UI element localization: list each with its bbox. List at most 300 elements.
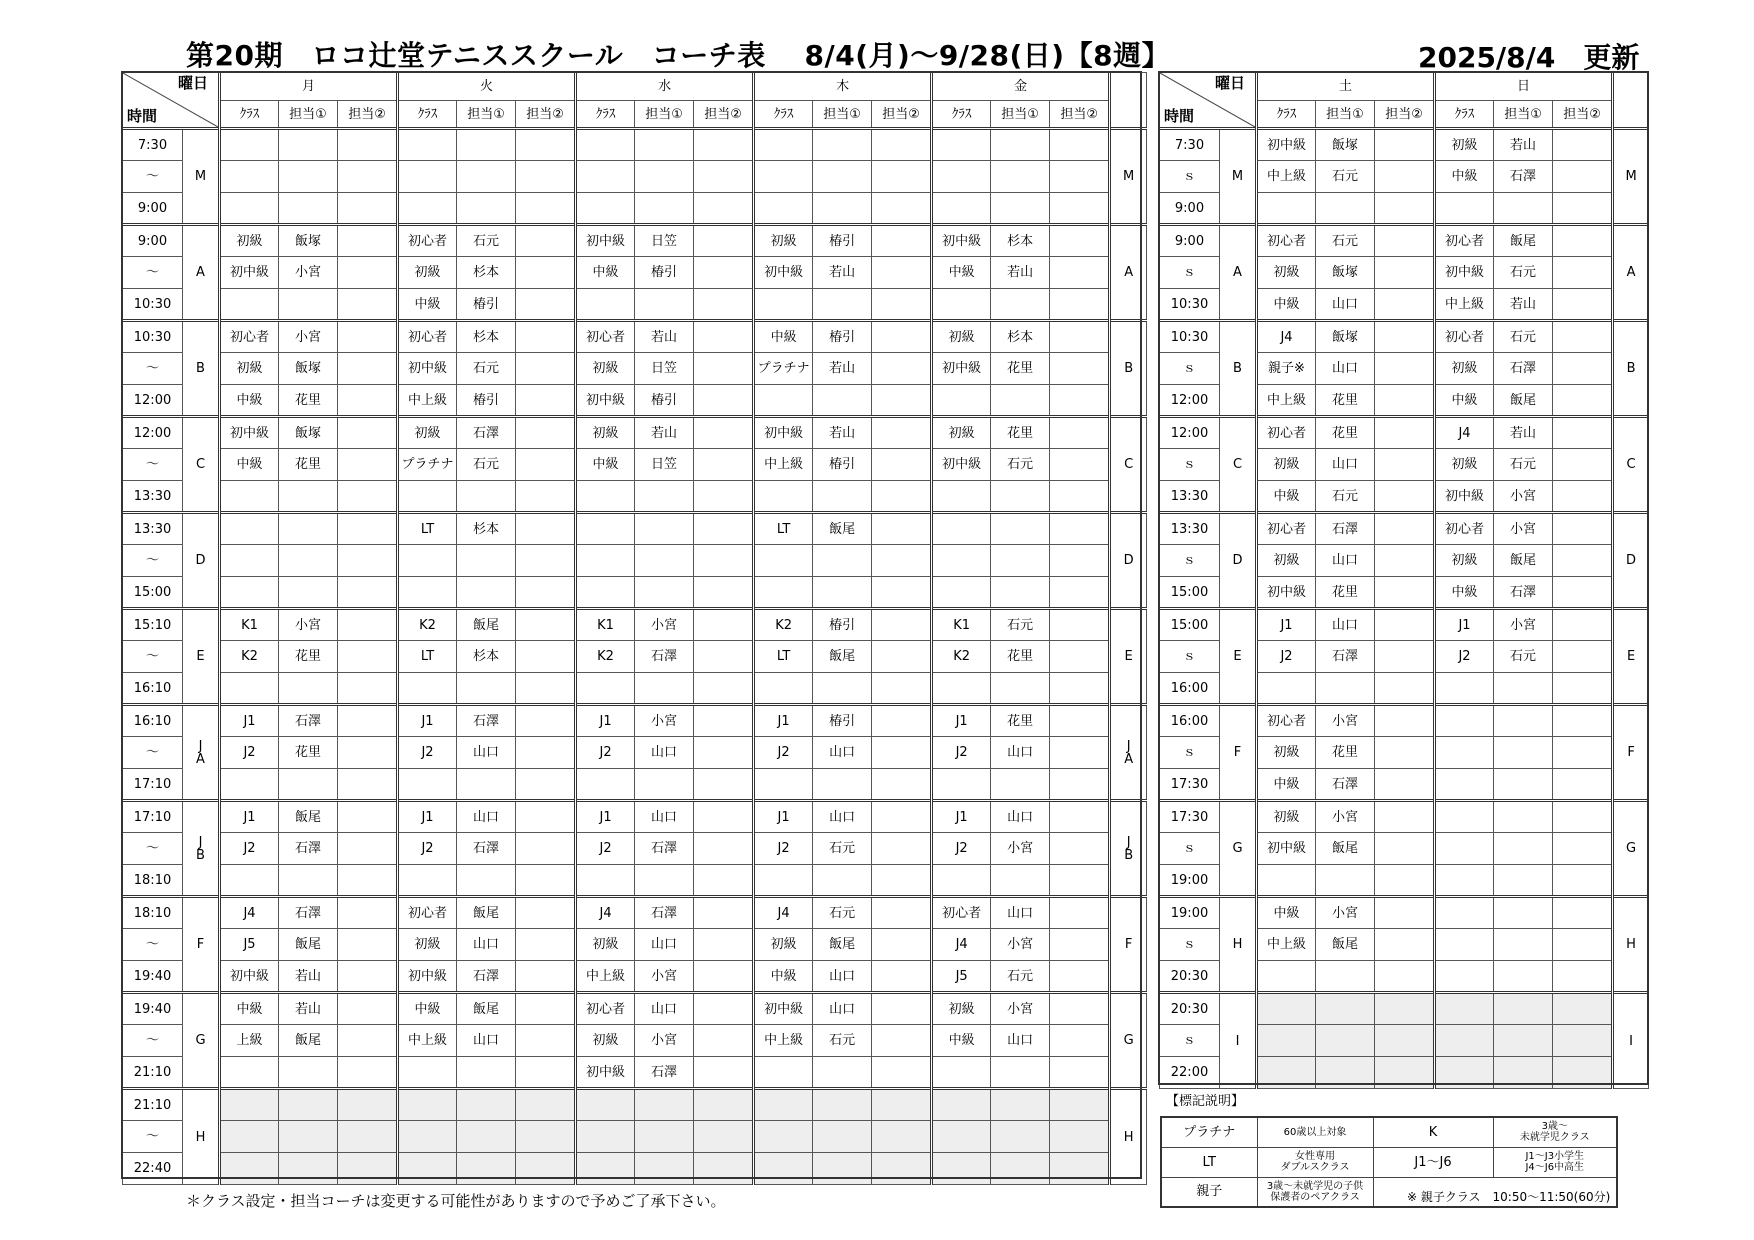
class-cell — [220, 865, 279, 897]
class-cell: 初級 — [1435, 545, 1494, 577]
coach1-cell: 小宮 — [279, 609, 338, 641]
class-cell — [576, 513, 635, 545]
coach2-cell — [694, 193, 754, 225]
class-cell: 初級 — [932, 321, 991, 353]
coach1-cell — [1494, 865, 1553, 897]
coach1-cell — [813, 1057, 872, 1089]
coach2-cell — [338, 865, 398, 897]
coach1-cell: 山口 — [635, 801, 694, 833]
coach1-cell — [991, 577, 1050, 609]
coach2-cell — [1375, 929, 1435, 961]
slot-code: E — [1110, 609, 1147, 705]
class-cell: 初心者 — [932, 897, 991, 929]
coach1-cell: 飯塚 — [279, 353, 338, 385]
class-cell — [220, 1057, 279, 1089]
class-cell: 初級 — [1257, 257, 1316, 289]
class-cell: 初級 — [1257, 801, 1316, 833]
coach1-cell — [813, 129, 872, 161]
class-cell — [1257, 993, 1316, 1025]
coach2-cell — [516, 1089, 576, 1121]
coach2-cell — [1553, 161, 1613, 193]
slot-tilde: ～ — [123, 257, 183, 289]
coach2-cell — [338, 1025, 398, 1057]
coach1-cell: 石澤 — [457, 417, 516, 449]
class-cell: J2 — [1435, 641, 1494, 673]
class-cell — [220, 1153, 279, 1185]
slot-code: I — [1220, 993, 1257, 1089]
class-cell — [576, 1153, 635, 1185]
slot-code: D — [1613, 513, 1649, 609]
coach2-cell — [1050, 705, 1110, 737]
coach1-cell: 椿引 — [635, 385, 694, 417]
coach1-cell: 石澤 — [1494, 161, 1553, 193]
coach2-cell — [872, 705, 932, 737]
coach2-cell — [694, 385, 754, 417]
coach1-cell: 山口 — [991, 1025, 1050, 1057]
class-cell: 初中級 — [398, 353, 457, 385]
coach1-cell: 石澤 — [1316, 769, 1375, 801]
coach1-cell — [279, 193, 338, 225]
class-cell — [1435, 705, 1494, 737]
class-cell: J1 — [220, 801, 279, 833]
coach2-cell — [1375, 321, 1435, 353]
coach2-cell — [694, 225, 754, 257]
slot-end-time: 12:00 — [1160, 385, 1220, 417]
class-cell — [754, 1153, 813, 1185]
coach1-cell: 花里 — [991, 641, 1050, 673]
class-cell: 初級 — [398, 929, 457, 961]
class-cell — [1435, 193, 1494, 225]
coach2-cell — [338, 609, 398, 641]
slot-tilde: ～ — [123, 929, 183, 961]
class-cell: 初中級 — [932, 353, 991, 385]
coach1-cell: 日笠 — [635, 449, 694, 481]
coach1-cell: 石澤 — [457, 961, 516, 993]
class-cell: LT — [754, 641, 813, 673]
slot-start-time: 21:10 — [123, 1089, 183, 1121]
class-cell: 初心者 — [1257, 225, 1316, 257]
coach1-cell: 花里 — [1316, 577, 1375, 609]
coach1-cell: 小宮 — [1316, 801, 1375, 833]
coach2-cell — [872, 577, 932, 609]
slot-end-time: 15:00 — [123, 577, 183, 609]
coach2-cell — [1050, 353, 1110, 385]
slot-code: G — [183, 993, 220, 1089]
coach2-cell — [694, 481, 754, 513]
class-cell — [754, 673, 813, 705]
class-cell: 初級 — [398, 417, 457, 449]
coach2-cell — [694, 1057, 754, 1089]
class-cell — [754, 865, 813, 897]
coach1-cell: 石澤 — [1316, 641, 1375, 673]
class-cell: 上級 — [220, 1025, 279, 1057]
class-cell — [1435, 737, 1494, 769]
coach1-cell — [991, 513, 1050, 545]
coach1-cell: 石澤 — [457, 705, 516, 737]
slot-tilde: ～ — [123, 833, 183, 865]
update-date: 2025/8/4 更新 — [1418, 41, 1640, 74]
coach1-cell — [635, 1089, 694, 1121]
coach2-cell — [1553, 353, 1613, 385]
coach1-cell — [813, 481, 872, 513]
slot-start-time: 9:00 — [123, 225, 183, 257]
class-cell: 中上級 — [1257, 385, 1316, 417]
coach1-cell: 花里 — [279, 737, 338, 769]
coach1-cell — [1494, 833, 1553, 865]
coach2-cell — [1553, 257, 1613, 289]
class-cell: 中級 — [754, 961, 813, 993]
coach2-cell — [872, 737, 932, 769]
class-cell: K2 — [754, 609, 813, 641]
class-cell: 中上級 — [576, 961, 635, 993]
coach2-cell — [872, 449, 932, 481]
coach2-cell — [872, 129, 932, 161]
coach2-cell — [1553, 609, 1613, 641]
coach2-col-header: 担当② — [1050, 101, 1110, 129]
coach2-cell — [1553, 737, 1613, 769]
coach1-cell: 飯尾 — [1494, 225, 1553, 257]
coach1-cell — [457, 1153, 516, 1185]
coach1-cell: 若山 — [813, 417, 872, 449]
class-cell: 初中級 — [1257, 833, 1316, 865]
coach2-cell — [1050, 1057, 1110, 1089]
class-cell — [1257, 1025, 1316, 1057]
coach1-cell: 山口 — [991, 897, 1050, 929]
coach2-cell — [516, 1057, 576, 1089]
coach2-cell — [872, 609, 932, 641]
class-cell: 中級 — [754, 321, 813, 353]
coach2-cell — [1553, 801, 1613, 833]
coach1-cell — [991, 1057, 1050, 1089]
coach2-cell — [1050, 513, 1110, 545]
slot-tilde: ｓ — [1160, 257, 1220, 289]
coach1-cell — [635, 513, 694, 545]
coach1-cell: 若山 — [279, 993, 338, 1025]
class-cell: 初級 — [1435, 129, 1494, 161]
coach1-cell: 飯尾 — [813, 929, 872, 961]
coach2-cell — [516, 737, 576, 769]
coach1-cell — [813, 769, 872, 801]
coach1-cell: 椿引 — [813, 321, 872, 353]
class-cell: 初心者 — [576, 993, 635, 1025]
coach2-cell — [516, 289, 576, 321]
class-cell: J1 — [576, 801, 635, 833]
coach1-cell: 飯尾 — [279, 929, 338, 961]
slot-code: F — [1220, 705, 1257, 801]
coach2-cell — [1375, 705, 1435, 737]
coach2-cell — [872, 545, 932, 577]
coach1-cell — [457, 769, 516, 801]
slot-start-time: 16:00 — [1160, 705, 1220, 737]
class-cell: 中級 — [220, 385, 279, 417]
class-cell: K1 — [576, 609, 635, 641]
coach1-cell — [457, 1121, 516, 1153]
coach2-cell — [872, 1089, 932, 1121]
coach1-cell — [813, 193, 872, 225]
slot-tilde: ～ — [123, 449, 183, 481]
slot-code: B — [183, 321, 220, 417]
coach1-col-header: 担当① — [635, 101, 694, 129]
slot-end-time: 22:40 — [123, 1153, 183, 1185]
coach1-cell: 石澤 — [635, 1057, 694, 1089]
coach1-cell — [457, 193, 516, 225]
class-cell: 初中級 — [932, 225, 991, 257]
slot-code: E — [1220, 609, 1257, 705]
coach1-cell: 小宮 — [635, 961, 694, 993]
coach1-cell: 石元 — [1494, 257, 1553, 289]
day-header: 金 — [932, 73, 1110, 101]
coach2-cell — [1553, 769, 1613, 801]
coach2-cell — [516, 193, 576, 225]
slot-end-time: 15:00 — [1160, 577, 1220, 609]
coach2-cell — [1050, 321, 1110, 353]
slot-code: A — [1613, 225, 1649, 321]
class-cell: 初級 — [754, 225, 813, 257]
coach2-cell — [338, 417, 398, 449]
class-cell — [754, 289, 813, 321]
header-corner — [123, 73, 220, 129]
coach2-col-header: 担当② — [1375, 101, 1435, 129]
class-cell — [1257, 1057, 1316, 1089]
coach2-cell — [1050, 1025, 1110, 1057]
class-cell: J1 — [576, 705, 635, 737]
coach1-cell — [279, 1121, 338, 1153]
class-cell — [932, 193, 991, 225]
coach2-cell — [1050, 865, 1110, 897]
legend-value: J1～J3小学生 J4～J6中高生 — [1493, 1147, 1617, 1177]
class-cell: 初級 — [754, 929, 813, 961]
coach1-cell: 小宮 — [1494, 513, 1553, 545]
coach1-cell: 小宮 — [635, 1025, 694, 1057]
coach1-cell — [1494, 801, 1553, 833]
coach2-cell — [1050, 1121, 1110, 1153]
class-cell: J1 — [754, 705, 813, 737]
class-cell — [754, 769, 813, 801]
class-cell: 初心者 — [1257, 705, 1316, 737]
class-cell: K2 — [398, 609, 457, 641]
coach1-cell — [1494, 193, 1553, 225]
coach2-cell — [872, 385, 932, 417]
coach1-cell: 花里 — [991, 417, 1050, 449]
coach1-cell: 山口 — [635, 737, 694, 769]
coach1-cell — [1316, 1057, 1375, 1089]
coach1-cell — [635, 545, 694, 577]
coach1-cell — [991, 161, 1050, 193]
coach1-cell: 山口 — [1316, 289, 1375, 321]
class-cell: 中級 — [1435, 577, 1494, 609]
coach1-cell — [635, 161, 694, 193]
coach1-cell — [1316, 993, 1375, 1025]
coach1-cell: 小宮 — [1494, 481, 1553, 513]
coach1-cell: 杉本 — [991, 321, 1050, 353]
slot-start-time: 7:30 — [1160, 129, 1220, 161]
slot-code: D — [1220, 513, 1257, 609]
coach1-cell: 石元 — [457, 225, 516, 257]
class-cell — [576, 481, 635, 513]
class-cell — [398, 1089, 457, 1121]
coach1-cell: 石澤 — [1494, 353, 1553, 385]
coach1-cell — [813, 577, 872, 609]
slot-start-time: 18:10 — [123, 897, 183, 929]
slot-end-time: 21:10 — [123, 1057, 183, 1089]
class-cell — [1257, 961, 1316, 993]
coach2-cell — [694, 129, 754, 161]
coach2-cell — [872, 929, 932, 961]
coach2-cell — [338, 513, 398, 545]
class-cell: 初級 — [576, 417, 635, 449]
coach1-cell — [279, 577, 338, 609]
coach1-cell: 若山 — [635, 321, 694, 353]
legend-key: J1～J6 — [1373, 1147, 1493, 1177]
coach2-cell — [338, 801, 398, 833]
coach1-cell — [1494, 673, 1553, 705]
class-cell: 中級 — [1257, 289, 1316, 321]
slot-code: D — [1110, 513, 1147, 609]
class-cell: J1 — [932, 801, 991, 833]
coach2-cell — [1375, 769, 1435, 801]
class-cell — [220, 481, 279, 513]
coach2-cell — [694, 737, 754, 769]
coach1-cell — [1316, 673, 1375, 705]
class-cell: 親子※ — [1257, 353, 1316, 385]
coach2-cell — [1553, 577, 1613, 609]
coach2-cell — [872, 289, 932, 321]
coach2-cell — [516, 609, 576, 641]
class-cell: J2 — [754, 737, 813, 769]
coach2-cell — [694, 897, 754, 929]
class-cell — [398, 769, 457, 801]
coach2-cell — [872, 1057, 932, 1089]
class-cell — [754, 161, 813, 193]
coach1-cell: 椿引 — [813, 705, 872, 737]
coach1-cell — [991, 673, 1050, 705]
coach2-cell — [516, 801, 576, 833]
class-col-header: ｸﾗｽ — [754, 101, 813, 129]
class-cell — [576, 673, 635, 705]
coach2-cell — [1553, 193, 1613, 225]
class-cell: 初中級 — [1435, 257, 1494, 289]
class-cell: J1 — [1435, 609, 1494, 641]
class-cell: J5 — [932, 961, 991, 993]
coach1-cell: 小宮 — [1316, 897, 1375, 929]
coach2-cell — [338, 705, 398, 737]
class-cell: 中級 — [220, 993, 279, 1025]
coach2-cell — [516, 865, 576, 897]
coach1-cell: 石澤 — [635, 897, 694, 929]
coach1-cell: 飯塚 — [1316, 321, 1375, 353]
coach1-cell — [813, 1089, 872, 1121]
slot-code: E — [1613, 609, 1649, 705]
coach1-cell: 杉本 — [457, 641, 516, 673]
class-cell: K2 — [220, 641, 279, 673]
slot-end-time: 22:00 — [1160, 1057, 1220, 1089]
class-cell: 中上級 — [754, 449, 813, 481]
class-cell — [754, 1057, 813, 1089]
slot-code: J B — [183, 801, 220, 897]
coach2-cell — [872, 897, 932, 929]
coach1-col-header: 担当① — [457, 101, 516, 129]
slot-start-time: 9:00 — [1160, 225, 1220, 257]
coach2-cell — [1375, 225, 1435, 257]
coach2-cell — [1553, 1057, 1613, 1089]
coach1-cell: 花里 — [1316, 385, 1375, 417]
coach1-cell: 椿引 — [813, 449, 872, 481]
coach2-cell — [1050, 545, 1110, 577]
coach2-cell — [1050, 1153, 1110, 1185]
slot-code: G — [1613, 801, 1649, 897]
coach2-cell — [872, 257, 932, 289]
class-cell: 初級 — [1435, 449, 1494, 481]
coach2-cell — [516, 1153, 576, 1185]
class-cell — [932, 545, 991, 577]
coach2-cell — [516, 385, 576, 417]
coach2-cell — [1050, 993, 1110, 1025]
coach1-cell: 飯尾 — [279, 1025, 338, 1057]
coach2-cell — [694, 513, 754, 545]
coach2-cell — [872, 993, 932, 1025]
class-cell: J2 — [220, 833, 279, 865]
slot-tilde: ～ — [123, 737, 183, 769]
coach1-cell: 石澤 — [635, 833, 694, 865]
slot-code: M — [1220, 129, 1257, 225]
slot-code: B — [1110, 321, 1147, 417]
coach1-cell: 石元 — [457, 449, 516, 481]
coach1-cell: 山口 — [813, 961, 872, 993]
coach1-cell — [635, 673, 694, 705]
coach1-cell — [813, 1121, 872, 1153]
class-cell: 初中級 — [220, 257, 279, 289]
coach1-cell: 小宮 — [1316, 705, 1375, 737]
class-cell: J2 — [398, 833, 457, 865]
coach1-cell — [279, 769, 338, 801]
coach2-cell — [338, 833, 398, 865]
class-cell — [576, 161, 635, 193]
slot-start-time: 10:30 — [123, 321, 183, 353]
legend-value: 3歳～未就学児の子供 保護者のペアクラス — [1257, 1177, 1373, 1207]
coach2-cell — [516, 161, 576, 193]
class-cell: LT — [398, 513, 457, 545]
row-code-header — [1110, 73, 1147, 129]
coach2-cell — [1375, 417, 1435, 449]
class-cell: 中級 — [576, 449, 635, 481]
coach2-cell — [1553, 545, 1613, 577]
coach2-cell — [872, 833, 932, 865]
coach2-cell — [338, 929, 398, 961]
class-cell — [220, 1089, 279, 1121]
coach2-cell — [1375, 449, 1435, 481]
class-cell — [932, 769, 991, 801]
class-col-header: ｸﾗｽ — [1435, 101, 1494, 129]
class-col-header: ｸﾗｽ — [932, 101, 991, 129]
coach2-cell — [872, 321, 932, 353]
slot-code: B — [1613, 321, 1649, 417]
coach2-cell — [1375, 545, 1435, 577]
coach2-cell — [516, 225, 576, 257]
coach1-cell: 山口 — [991, 737, 1050, 769]
class-cell: 初中級 — [754, 257, 813, 289]
class-cell — [576, 1089, 635, 1121]
coach1-col-header: 担当① — [1316, 101, 1375, 129]
coach1-cell: 椿引 — [635, 257, 694, 289]
class-cell — [398, 865, 457, 897]
coach1-cell: 飯尾 — [813, 641, 872, 673]
coach1-cell: 山口 — [991, 801, 1050, 833]
coach1-cell: 椿引 — [813, 609, 872, 641]
class-cell — [754, 1089, 813, 1121]
coach1-cell — [279, 865, 338, 897]
coach1-cell: 飯塚 — [279, 225, 338, 257]
class-cell — [1435, 833, 1494, 865]
